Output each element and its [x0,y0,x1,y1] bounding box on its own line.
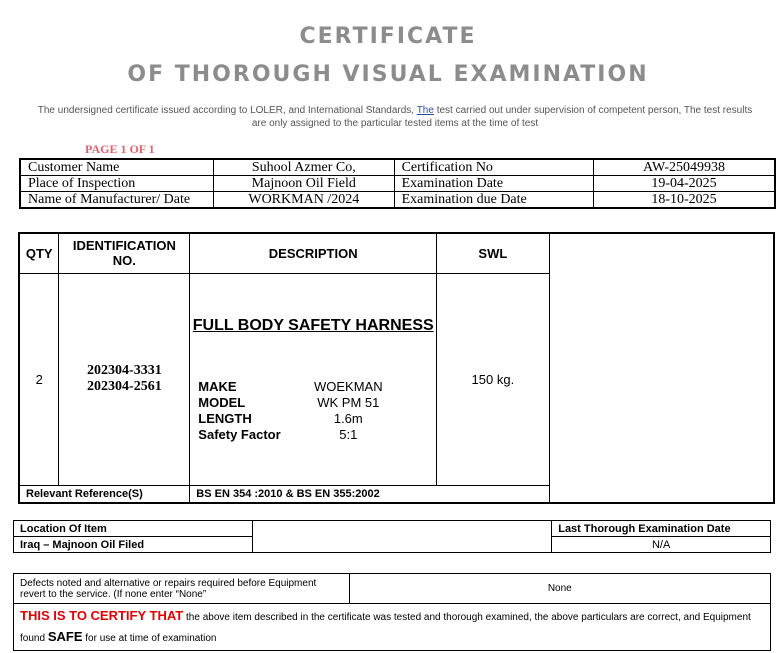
reference-label: Relevant Reference(S) [19,485,190,503]
spec-label: MODEL [198,394,246,410]
last-exam-value: N/A [552,537,771,553]
item-details-table [18,232,775,504]
spec-label: MAKE [198,378,237,394]
description-header: DESCRIPTION [190,233,437,273]
identification-header: IDENTIFICATION NO. [59,233,190,273]
blank-column [549,233,774,485]
table-row [14,574,771,604]
location-label: Location Of Item [14,521,253,537]
intro-text-part: test carried out under supervision of competent person, The test results are only assigned to the particular tested items at the time of test [251,105,753,129]
place-value: Majnoon Oil Field [214,176,395,192]
table-row [14,521,771,537]
table-row [14,604,771,651]
safe-word: SAFE [47,629,83,644]
certify-text: for use at time of examination [82,633,217,644]
certificate-title: CERTIFICATE [299,24,477,49]
identification-number: 202304-3331 [87,363,162,378]
page-number: PAGE 1 OF 1 [85,142,155,156]
spec-value: WOEKMAN [313,378,383,394]
due-date-label: Examination due Date [394,192,593,209]
swl-header: SWL [437,233,550,273]
certificate-subtitle: OF THOROUGH VISUAL EXAMINATION [127,62,649,87]
spec-value: 1.6m [333,410,363,426]
manufacturer-value: WORKMAN /2024 [214,192,395,209]
certify-text: the above item described in the certificate was tested and thorough examined, the above particulars are correct, and Equipment found [20,612,751,644]
customer-value: Suhool Azmer Co, [214,159,395,176]
swl-value: 150 kg. [437,273,550,485]
certification-value: AW-25049938 [594,159,776,176]
certify-lead: THIS IS TO CERTIFY THAT [20,608,184,623]
spec-value: WK PM 51 [317,394,380,410]
last-exam-label: Last Thorough Examination Date [552,521,771,537]
table-row [20,192,775,209]
spec-label: LENGTH [198,410,252,426]
description-cell [190,273,437,485]
spec-label: Safety Factor [198,426,281,442]
qty-header: QTY [19,233,59,273]
reference-row [19,485,774,503]
identification-cell [59,273,190,485]
intro-underlined-word: The [416,105,434,116]
table-row [20,159,775,176]
intro-statement [30,104,760,130]
spec-list [191,379,435,442]
identification-number: 202304-2561 [87,379,162,394]
defects-label: Defects noted and alternative or repairs required before Equipment revert to the service. (If none enter “None” [14,574,350,604]
location-table [13,520,771,553]
certification-label: Certification No [394,159,593,176]
item-title: FULL BODY SAFETY HARNESS [192,316,434,334]
certificate-info-table [19,158,776,209]
exam-date-label: Examination Date [394,176,593,192]
certification-statement [14,604,771,651]
manufacturer-label: Name of Manufacturer/ Date [20,192,214,209]
customer-label: Customer Name [20,159,214,176]
blank-cell [252,521,552,553]
defects-value: None [349,574,770,604]
table-row [20,176,775,192]
due-date-value: 18-10-2025 [594,192,776,209]
defects-table [13,573,771,651]
table-header-row [19,233,774,273]
location-value: Iraq – Majnoon Oil Filed [14,537,253,553]
intro-text-part: The undersigned certificate issued according to LOLER, and International Standards, [37,105,417,116]
qty-value: 2 [19,273,59,485]
spec-value: 5:1 [339,426,358,442]
blank-cell [549,485,774,503]
exam-date-value: 19-04-2025 [594,176,776,192]
place-label: Place of Inspection [20,176,214,192]
reference-value: BS EN 354 :2010 & BS EN 355:2002 [190,485,549,503]
